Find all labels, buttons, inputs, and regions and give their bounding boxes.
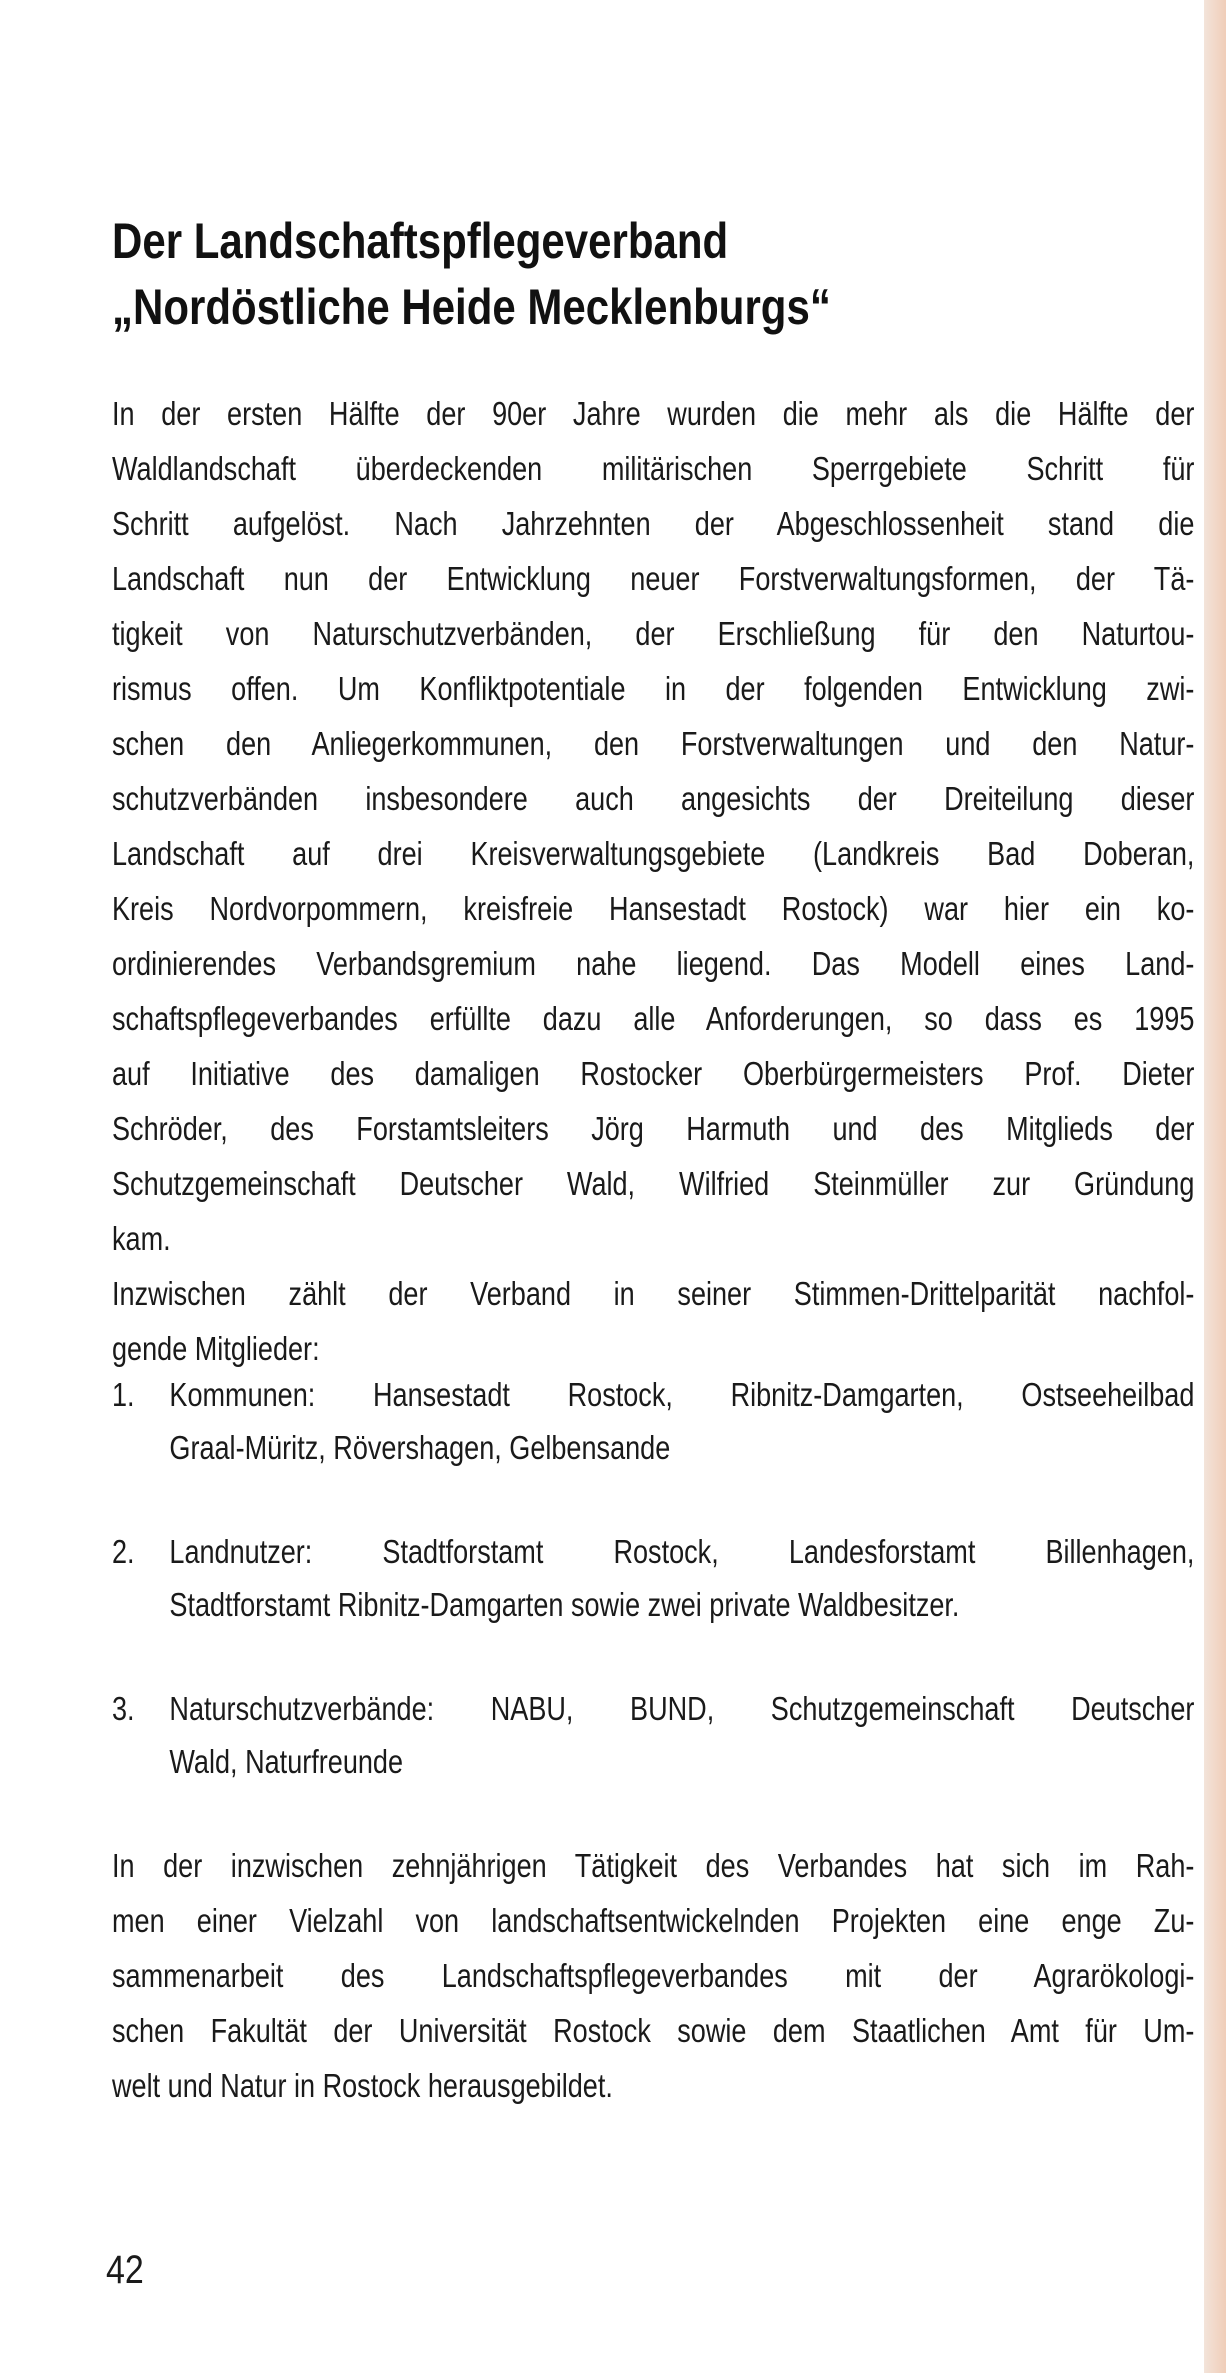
- member-list: [112, 1368, 1194, 1839]
- list-item-line: Kommunen: Hansestadt Rostock, Ribnitz-Damgarten, Ostseeheilbad: [169, 1376, 1195, 1413]
- text-line: Schritt aufgelöst. Nach Jahrzehnten der Abgeschlossenheit stand die: [112, 505, 1195, 542]
- paragraph-members-intro: [112, 1266, 1194, 1376]
- text-line: kam.: [112, 1220, 171, 1257]
- text-line: rismus offen. Um Konfliktpotentiale in der folgenden Entwicklung zwi-: [112, 670, 1195, 707]
- text-line: gende Mitglieder:: [112, 1330, 320, 1367]
- page-number: 42: [106, 2248, 144, 2292]
- list-item: [112, 1682, 1194, 1788]
- text-line: schen Fakultät der Universität Rostock sowie dem Staatlichen Amt für Um-: [112, 2012, 1195, 2049]
- text-line: schutzverbänden insbesondere auch angesichts der Dreiteilung dieser: [112, 780, 1195, 817]
- text-line: Schröder, des Forstamtsleiters Jörg Harmuth und des Mitglieds der: [112, 1110, 1195, 1147]
- list-number: 3.: [112, 1690, 135, 1727]
- paragraph-cooperation: [112, 1838, 1194, 2113]
- text-line: tigkeit von Naturschutzverbänden, der Erschließung für den Naturtou-: [112, 615, 1195, 652]
- page-title: [112, 208, 1078, 340]
- text-line: Schutzgemeinschaft Deutscher Wald, Wilfried Steinmüller zur Gründung: [112, 1165, 1195, 1202]
- list-item-line: Naturschutzverbände: NABU, BUND, Schutzgemeinschaft Deutscher: [169, 1690, 1195, 1727]
- list-item-line: Landnutzer: Stadtforstamt Rostock, Landesforstamt Billenhagen,: [169, 1533, 1195, 1570]
- title-line: Der Landschaftspflegeverband: [112, 213, 729, 269]
- text-line: schen den Anliegerkommunen, den Forstverwaltungen und den Natur-: [112, 725, 1195, 762]
- text-line: Kreis Nordvorpommern, kreisfreie Hansestadt Rostock) war hier ein ko-: [112, 890, 1195, 927]
- text-line: Waldlandschaft überdeckenden militärischen Sperrgebiete Schritt für: [112, 450, 1195, 487]
- text-line: schaftspflegeverbandes erfüllte dazu alle Anforderungen, so dass es 1995: [112, 1000, 1195, 1037]
- list-number: 2.: [112, 1533, 135, 1570]
- list-item-line: Graal-Müritz, Rövershagen, Gelbensande: [169, 1429, 671, 1466]
- text-line: ordinierendes Verbandsgremium nahe liegend. Das Modell eines Land-: [112, 945, 1195, 982]
- text-line: In der ersten Hälfte der 90er Jahre wurden die mehr als die Hälfte der: [112, 395, 1195, 432]
- paragraph-history: [112, 386, 1194, 1266]
- list-number: 1.: [112, 1376, 135, 1413]
- text-line: Inzwischen zählt der Verband in seiner Stimmen-Drittelparität nachfol-: [112, 1275, 1195, 1312]
- text-line: sammenarbeit des Landschaftspflegeverbandes mit der Agrarökologi-: [112, 1957, 1195, 1994]
- text-line: Landschaft nun der Entwicklung neuer Forstverwaltungsformen, der Tä-: [112, 560, 1195, 597]
- list-item: [112, 1525, 1194, 1631]
- page-edge: [1204, 0, 1226, 2373]
- text-line: Landschaft auf drei Kreisverwaltungsgebiete (Landkreis Bad Doberan,: [112, 835, 1195, 872]
- text-line: men einer Vielzahl von landschaftsentwickelnden Projekten eine enge Zu-: [112, 1902, 1195, 1939]
- title-line: „Nordöstliche Heide Mecklenburgs“: [112, 279, 831, 335]
- list-item-line: Stadtforstamt Ribnitz-Damgarten sowie zwei private Waldbesitzer.: [169, 1586, 960, 1623]
- text-line: auf Initiative des damaligen Rostocker Oberbürgermeisters Prof. Dieter: [112, 1055, 1195, 1092]
- text-line: In der inzwischen zehnjährigen Tätigkeit des Verbandes hat sich im Rah-: [112, 1847, 1195, 1884]
- list-item: [112, 1368, 1194, 1474]
- text-line: welt und Natur in Rostock herausgebildet.: [112, 2067, 613, 2104]
- list-item-line: Wald, Naturfreunde: [169, 1743, 404, 1780]
